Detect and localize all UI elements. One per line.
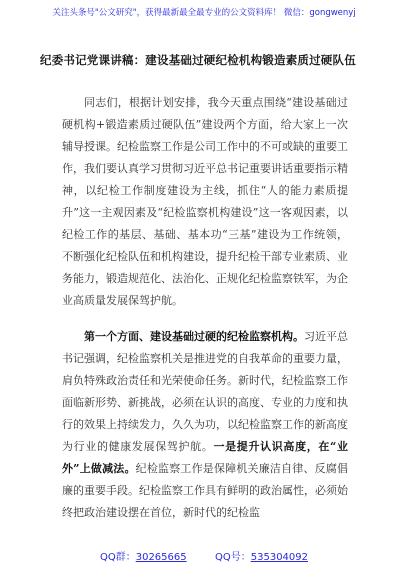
qq-number[interactable]: 535304092 <box>250 552 309 563</box>
subsection-heading: 一是提升认识高度，在“业外”上做减法。 <box>62 440 349 475</box>
paragraph-2-text: 习近平总书记强调，纪检监察机关是推进党的自我革命的重要力量，肩负特殊政治责任和光荣使命任务。新时代，纪检监察工作面临新形势、新挑战，必须在认识的高度、专业的力度和执行的效果上持续发力，久久为功，以纪检监察工作的新高度为行业的健康发展保驾护航。 <box>62 330 348 453</box>
header-banner <box>14 8 394 19</box>
qq-group-number[interactable]: 30265665 <box>135 552 187 563</box>
wechat-id[interactable]: gongwenyj <box>309 8 356 18</box>
qq-number-label: QQ号： <box>215 552 251 563</box>
paragraph-1: 同志们，根据计划安排，我今天重点围绕“建设基础过硬机构+锻造素质过硬队伍”建设两个方面，给大家上一次辅导授课。纪检监察工作是公司工作中的不可或缺的重要工作，我们要认真学习贯彻习近平总书记重要讲话重要指示精神，以纪检工作制度建设为主线，抓住“人的能力素质提升”这一主观因素及“纪检监察机构建设”这一客观因素，以纪检工作的基层、基础、基本功“三基”建设为工作统领，不断强化纪检队伍和机构建设，提升纪检干部专业素质、业务能力，锻造规范化、法治化、正规化纪检监察铁军，为企业高质量发展保驾护航。 <box>62 96 348 307</box>
section-heading: 第一个方面、建设基础过硬的纪检监察机构。 <box>84 330 304 343</box>
paragraph-2 <box>62 326 348 524</box>
qq-group-label: QQ群： <box>99 552 136 563</box>
document-body <box>62 92 348 524</box>
banner-text: 关注头条号"公文研究"，获得最新最全最专业的公文资料库！ 微信： <box>52 8 310 18</box>
footer-contact <box>0 548 408 563</box>
document-title: 纪委书记党课讲稿：建设基础过硬纪检机构锻造素质过硬队伍 <box>40 53 356 67</box>
paragraph-2-tail: 纪检监察工作是保障机关廉洁自律、反腐倡廉的重要手段。纪检监察工作具有鲜明的政治属性，必须始终把政治建设摆在首位，新时代的纪检监 <box>62 462 349 519</box>
